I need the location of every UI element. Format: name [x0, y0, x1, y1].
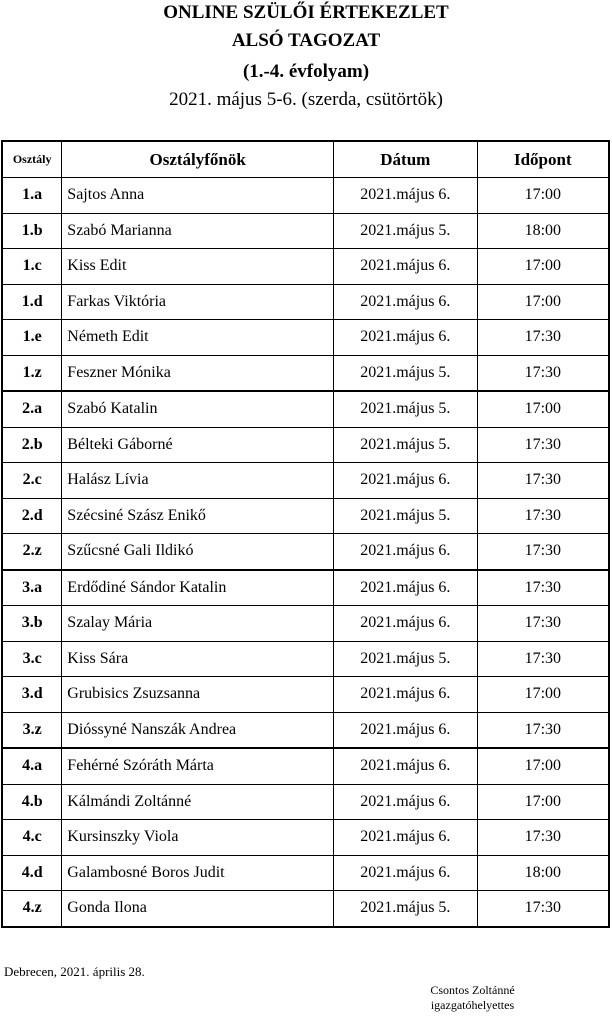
- table-row: [2, 784, 609, 820]
- teacher-cell: Fehérné Szóráth Márta: [62, 748, 334, 784]
- table-row: [2, 712, 609, 748]
- date-cell: 2021.május 6.: [334, 820, 478, 856]
- teacher-cell: Kursinszky Viola: [62, 820, 334, 856]
- time-cell: 17:30: [477, 570, 609, 606]
- table-row: [2, 570, 609, 606]
- teacher-cell: Grubisics Zsuzsanna: [62, 677, 334, 713]
- class-cell: 3.a: [2, 570, 62, 606]
- date-cell: 2021.május 5.: [334, 213, 478, 249]
- title-line-2: ALSÓ TAGOZAT: [231, 30, 381, 51]
- time-cell: 18:00: [477, 213, 609, 249]
- time-cell: 17:00: [477, 178, 609, 214]
- date-cell: 2021.május 6.: [334, 320, 478, 356]
- class-cell: 1.c: [2, 249, 62, 285]
- time-cell: 17:00: [477, 284, 609, 320]
- class-cell: 3.c: [2, 641, 62, 677]
- table-row: [2, 641, 609, 677]
- time-cell: 17:30: [477, 641, 609, 677]
- teacher-cell: Szűcsné Gali Ildikó: [62, 534, 334, 570]
- table-row: [2, 427, 609, 463]
- teacher-cell: Galambosné Boros Judit: [62, 855, 334, 891]
- subtitle-dates: 2021. május 5-6. (szerda, csütörtök): [169, 89, 443, 110]
- teacher-cell: Szabó Marianna: [62, 213, 334, 249]
- date-cell: 2021.május 6.: [334, 677, 478, 713]
- time-cell: 17:30: [477, 427, 609, 463]
- table-row: [2, 748, 609, 784]
- teacher-cell: Farkas Viktória: [62, 284, 334, 320]
- teacher-cell: Szalay Mária: [62, 606, 334, 642]
- column-header-date: Dátum: [334, 141, 478, 178]
- table-row: [2, 498, 609, 534]
- time-cell: 17:30: [477, 463, 609, 499]
- column-header-class: Osztály: [2, 141, 62, 178]
- teacher-cell: Gonda Ilona: [62, 891, 334, 927]
- teacher-cell: Kiss Edit: [62, 249, 334, 285]
- class-cell: 2.c: [2, 463, 62, 499]
- column-header-time: Időpont: [477, 141, 609, 178]
- class-cell: 4.a: [2, 748, 62, 784]
- time-cell: 17:00: [477, 391, 609, 427]
- time-cell: 17:00: [477, 249, 609, 285]
- table-row: [2, 284, 609, 320]
- table-row: [2, 249, 609, 285]
- class-cell: 2.z: [2, 534, 62, 570]
- date-cell: 2021.május 6.: [334, 748, 478, 784]
- table-row: [2, 855, 609, 891]
- date-cell: 2021.május 6.: [334, 855, 478, 891]
- table-row: [2, 463, 609, 499]
- table-row: [2, 178, 609, 214]
- time-cell: 17:30: [477, 534, 609, 570]
- date-cell: 2021.május 5.: [334, 427, 478, 463]
- class-cell: 4.b: [2, 784, 62, 820]
- date-cell: 2021.május 5.: [334, 641, 478, 677]
- time-cell: 18:00: [477, 855, 609, 891]
- time-cell: 17:30: [477, 820, 609, 856]
- date-cell: 2021.május 5.: [334, 891, 478, 927]
- teacher-cell: Kálmándi Zoltánné: [62, 784, 334, 820]
- table-header-row: [2, 141, 609, 178]
- signer-title: igazgatóhelyettes: [430, 998, 515, 1012]
- signer-name: Csontos Zoltánné: [430, 983, 515, 997]
- column-header-teacher: Osztályfőnök: [62, 141, 334, 178]
- date-cell: 2021.május 5.: [334, 498, 478, 534]
- time-cell: 17:30: [477, 606, 609, 642]
- time-cell: 17:30: [477, 891, 609, 927]
- time-cell: 17:30: [477, 712, 609, 748]
- class-cell: 3.d: [2, 677, 62, 713]
- table-row: [2, 677, 609, 713]
- table-row: [2, 391, 609, 427]
- date-cell: 2021.május 6.: [334, 284, 478, 320]
- teacher-cell: Dióssyné Nanszák Andrea: [62, 712, 334, 748]
- class-cell: 4.c: [2, 820, 62, 856]
- date-cell: 2021.május 6.: [334, 463, 478, 499]
- schedule-table: [1, 140, 610, 928]
- time-cell: 17:00: [477, 677, 609, 713]
- place-and-date: Debrecen, 2021. április 28.: [4, 964, 145, 979]
- table-row: [2, 820, 609, 856]
- teacher-cell: Bélteki Gáborné: [62, 427, 334, 463]
- table-row: [2, 355, 609, 391]
- title-line-1: ONLINE SZÜLŐI ÉRTEKEZLET: [163, 2, 449, 23]
- signature-block: [410, 983, 535, 1013]
- teacher-cell: Erdődiné Sándor Katalin: [62, 570, 334, 606]
- time-cell: 17:30: [477, 498, 609, 534]
- date-cell: 2021.május 6.: [334, 570, 478, 606]
- class-cell: 1.a: [2, 178, 62, 214]
- class-cell: 1.z: [2, 355, 62, 391]
- teacher-cell: Szécsiné Szász Enikő: [62, 498, 334, 534]
- date-cell: 2021.május 5.: [334, 391, 478, 427]
- teacher-cell: Sajtos Anna: [62, 178, 334, 214]
- date-cell: 2021.május 6.: [334, 606, 478, 642]
- table-row: [2, 534, 609, 570]
- class-cell: 1.e: [2, 320, 62, 356]
- teacher-cell: Feszner Mónika: [62, 355, 334, 391]
- date-cell: 2021.május 6.: [334, 178, 478, 214]
- class-cell: 1.b: [2, 213, 62, 249]
- teacher-cell: Kiss Sára: [62, 641, 334, 677]
- table-row: [2, 213, 609, 249]
- class-cell: 2.b: [2, 427, 62, 463]
- title-line-3: (1.-4. évfolyam): [242, 61, 370, 82]
- date-cell: 2021.május 6.: [334, 784, 478, 820]
- class-cell: 2.a: [2, 391, 62, 427]
- time-cell: 17:30: [477, 355, 609, 391]
- table-row: [2, 320, 609, 356]
- class-cell: 3.b: [2, 606, 62, 642]
- class-cell: 4.z: [2, 891, 62, 927]
- teacher-cell: Szabó Katalin: [62, 391, 334, 427]
- time-cell: 17:00: [477, 748, 609, 784]
- date-cell: 2021.május 6.: [334, 249, 478, 285]
- date-cell: 2021.május 5.: [334, 355, 478, 391]
- time-cell: 17:30: [477, 320, 609, 356]
- date-cell: 2021.május 6.: [334, 534, 478, 570]
- teacher-cell: Halász Lívia: [62, 463, 334, 499]
- date-cell: 2021.május 6.: [334, 712, 478, 748]
- class-cell: 3.z: [2, 712, 62, 748]
- table-row: [2, 891, 609, 927]
- teacher-cell: Németh Edit: [62, 320, 334, 356]
- class-cell: 2.d: [2, 498, 62, 534]
- class-cell: 1.d: [2, 284, 62, 320]
- class-cell: 4.d: [2, 855, 62, 891]
- table-row: [2, 606, 609, 642]
- time-cell: 17:00: [477, 784, 609, 820]
